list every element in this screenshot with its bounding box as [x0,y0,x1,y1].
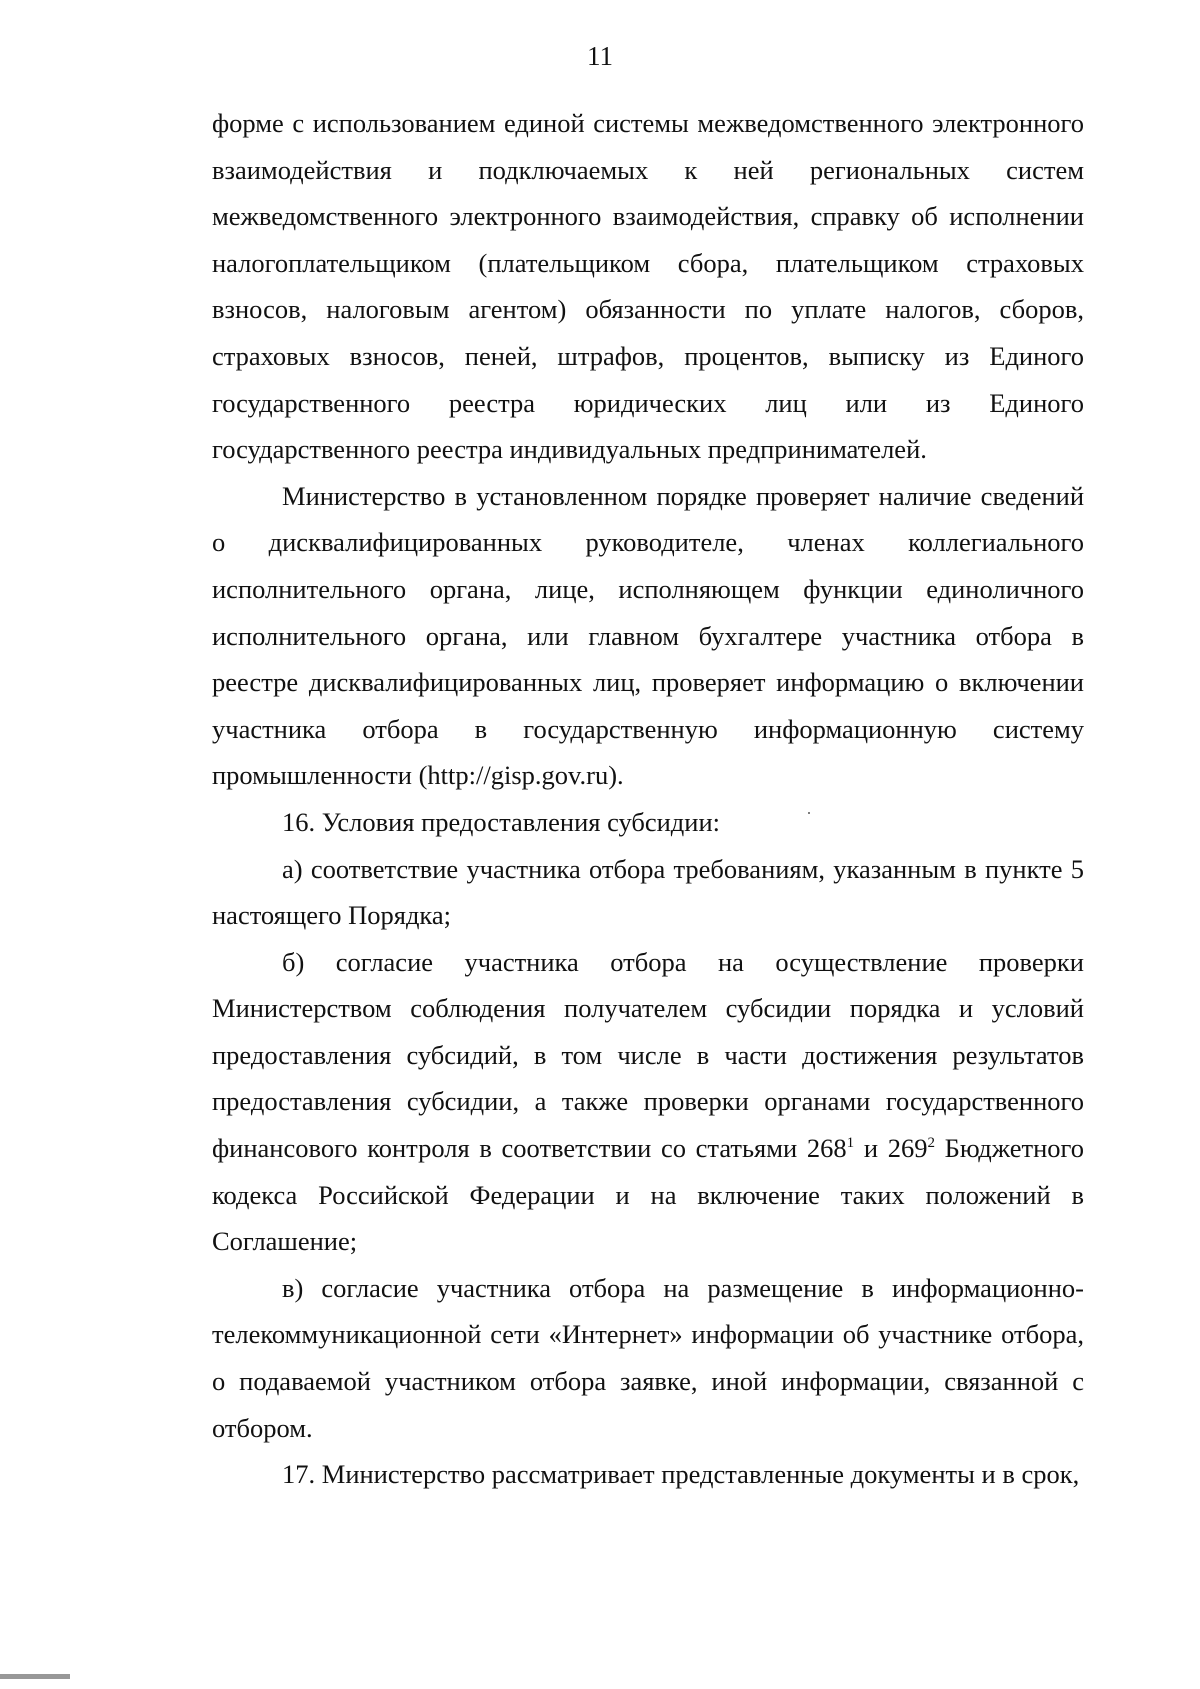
clause-16-heading: 16. Условия предоставления субсидии: [282,806,721,837]
clause-16-b-text-middle: и 269 [854,1133,928,1164]
paragraph-ministry-check: Министерство в установленном порядке проверяет наличие сведений о дисквалифицированных руководителе, членах коллегиального исполнительного органа, лице, исполняющем функции единоличного исполнительного органа, или главном бухгалтере участника отбора в реестре дисквалифицированных лиц, проверяет информацию о включении участника отбора в государственную информационную систему промышленности (http://gisp.gov.ru). [212,480,1084,791]
paragraph-continuation: форме с использованием единой системы межведомственного электронного взаимодействия и подключаемых к ней региональных систем межведомственного электронного взаимодействия, справку об исполнении налогоплательщиком (плательщиком сбора, плательщиком страховых взносов, налоговым агентом) обязанности по уплате налогов, сборов, страховых взносов, пеней, штрафов, процентов, выписку из Единого государственного реестра юридических лиц или из Единого государственного реестра индивидуальных предпринимателей. [212,108,1084,465]
scan-edge-mark [0,1674,70,1679]
clause-16-b-text-end: Бюджетного кодекса Российской Федерации и на включение таких положений в Соглашение; [212,1133,1084,1257]
document-body [212,100,1084,1498]
clause-16-b-text-start: б) согласие участника отбора на осуществление проверки Министерством соблюдения получателем субсидии порядка и условий предоставления субсидий, в том числе в части достижения результатов предоставления субсидии, а также проверки органами государственного финансового контроля в соответствии со статьями 268 [212,946,1084,1164]
article-269-superscript: 2 [927,1135,935,1152]
page-number: 11 [587,41,613,71]
scan-speck [808,812,810,814]
clause-16-item-a: а) соответствие участника отбора требованиям, указанным в пункте 5 настоящего Порядка; [212,853,1084,931]
clause-16-item-b [212,939,1084,1265]
clause-16-item-v: в) согласие участника отбора на размещение в информационно-телекоммуникационной сети «Интернет» информации об участнике отбора, о подаваемой участником отбора заявке, иной информации, связанной с отбором. [212,1272,1084,1443]
article-268-superscript: 1 [846,1135,855,1152]
clause-17-start: 17. Министерство рассматривает представленные документы и в срок, [282,1459,1080,1490]
